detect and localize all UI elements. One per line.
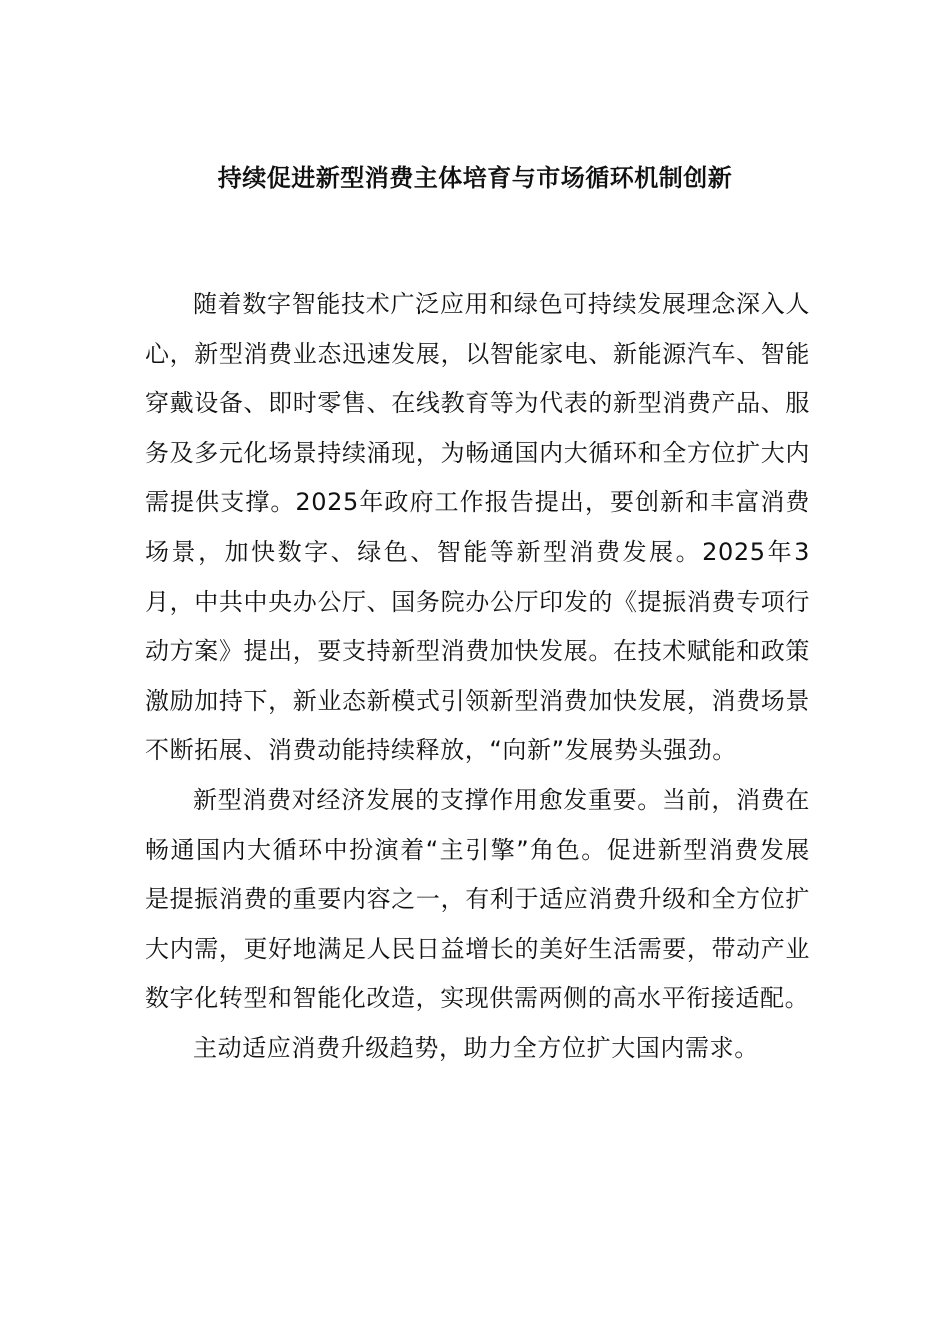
paragraph-3: 主动适应消费升级趋势，助力全方位扩大国内需求。 bbox=[193, 1033, 759, 1062]
paragraph-1: 随着数字智能技术广泛应用和绿色可持续发展理念深入人心，新型消费业态迅速发展，以智能家电、新能源汽车、智能穿戴设备、即时零售、在线教育等为代表的新型消费产品、服务及多元化场景持续涌现，为畅通国内大循环和全方位扩大内需提供支撑。2025年政府工作报告提出，要创新和丰富消费场景，加快数字、绿色、智能等新型消费发展。2025年3月，中共中央办公厅、国务院办公厅印发的《提振消费专项行动方案》提出，要支持新型消费加快发展。在技术赋能和政策激励加持下，新业态新模式引领新型消费加快发展，消费场景不断拓展、消费动能持续释放，“向新”发展势头强劲。 bbox=[145, 290, 810, 765]
document-title: 持续促进新型消费主体培育与市场循环机制创新 bbox=[217, 164, 733, 192]
document-body bbox=[145, 280, 810, 1074]
paragraph-2: 新型消费对经济发展的支撑作用愈发重要。当前，消费在畅通国内大循环中扮演着“主引擎”角色。促进新型消费发展是提振消费的重要内容之一，有利于适应消费升级和全方位扩大内需，更好地满足人民日益增长的美好生活需要，带动产业数字化转型和智能化改造，实现供需两侧的高水平衔接适配。 bbox=[145, 785, 810, 1013]
